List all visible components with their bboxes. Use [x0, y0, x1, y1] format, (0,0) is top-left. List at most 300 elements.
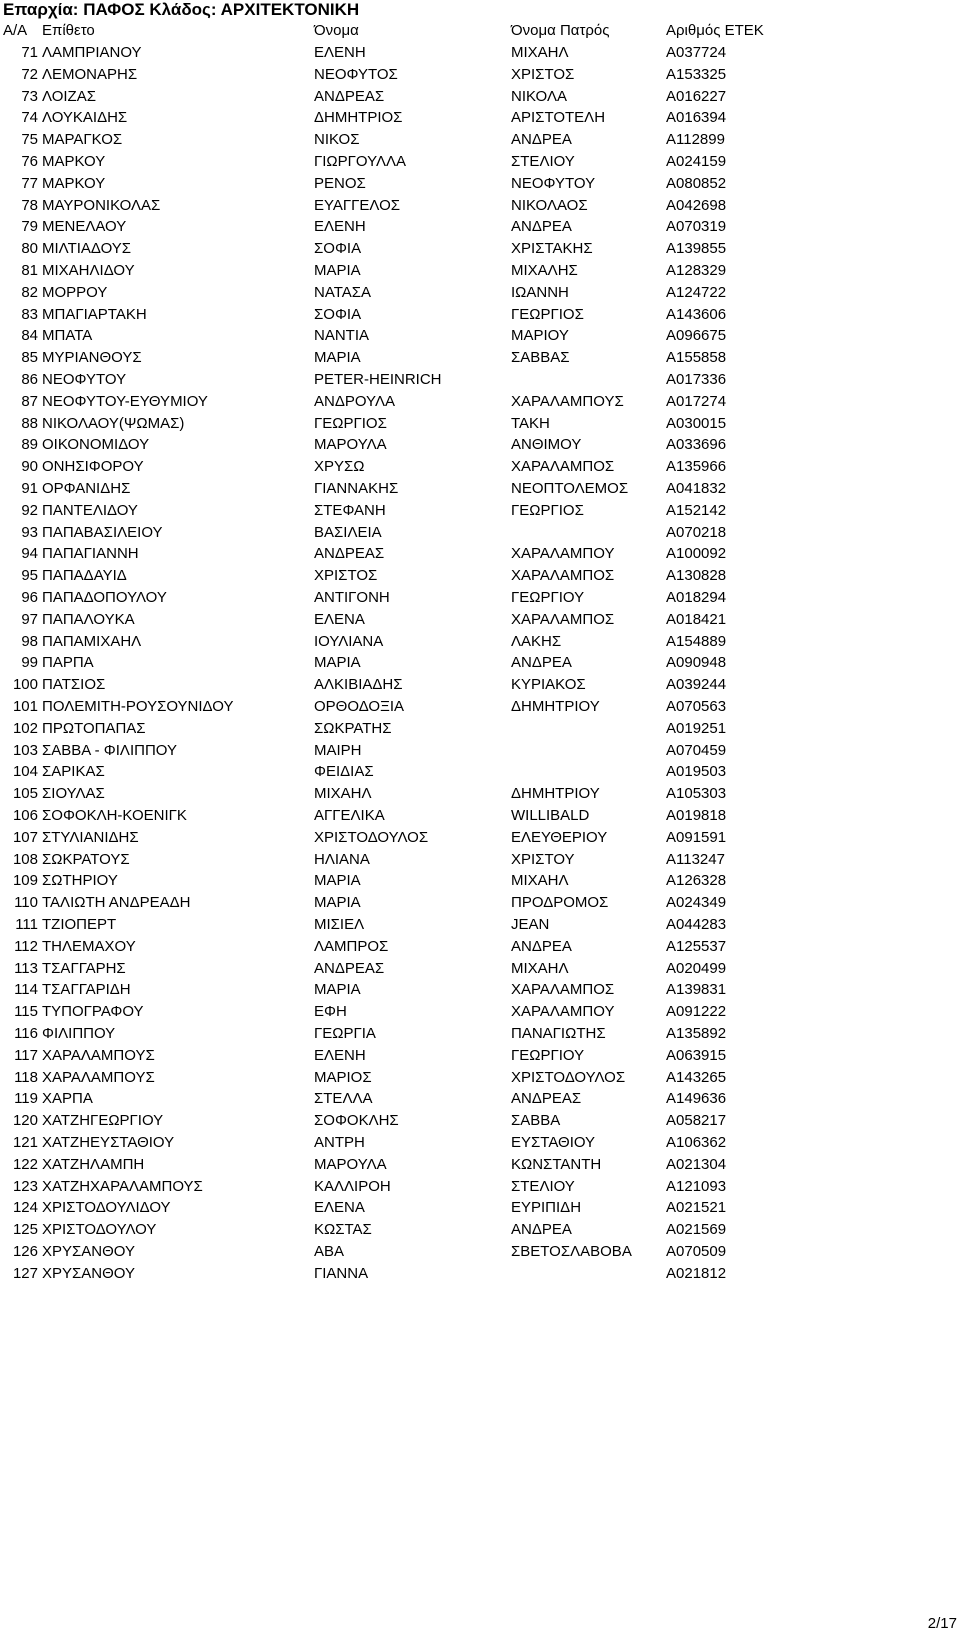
row-etek-number: Α018421 — [666, 610, 727, 628]
row-father-name: ΓΕΩΡΓΙΟΥ — [511, 589, 585, 606]
row-name: ΟΡΘΟΔΟΞΙΑ — [314, 698, 404, 715]
table-row — [0, 870, 960, 892]
row-father-name: ΚΩΝΣΤΑΝΤΗ — [511, 1155, 602, 1173]
row-etek-number: Α024349 — [666, 894, 727, 912]
row-surname: ΠΑΠΑΔΑΥΙΔ — [42, 567, 127, 585]
row-father-name: ΧΑΡΑΛΑΜΠΟΥ — [511, 1003, 615, 1021]
row-number: 78 — [21, 196, 38, 214]
row-surname: ΜΕΝΕΛΑΟΥ — [42, 218, 127, 236]
row-name: ΜΑΡΟΥΛΑ — [314, 1155, 387, 1173]
row-number: 101 — [12, 698, 38, 715]
row-name: ΜΑΡΙΑ — [314, 262, 361, 279]
row-father-name: ΣΒΕΤΟΣΛΑΒΟΒΑ — [511, 1243, 632, 1260]
table-row — [0, 674, 960, 696]
row-surname: ΣΤΥΛΙΑΝΙΔΗΣ — [42, 828, 139, 846]
row-name: ΣΩΚΡΑΤΗΣ — [314, 719, 392, 737]
row-etek-number: Α152142 — [666, 501, 727, 519]
table-row — [0, 369, 960, 391]
row-number: 98 — [21, 632, 38, 650]
row-etek-number: Α017274 — [666, 392, 727, 410]
table-row — [0, 195, 960, 217]
table-row — [0, 1110, 960, 1132]
row-etek-number: Α021521 — [666, 1199, 727, 1217]
row-etek-number: Α058217 — [666, 1112, 727, 1130]
row-etek-number: Α155858 — [666, 349, 727, 367]
row-number: 71 — [21, 44, 38, 61]
row-number: 95 — [21, 567, 38, 585]
row-number: 74 — [21, 109, 38, 127]
table-row — [0, 1067, 960, 1089]
row-surname: ΛΑΜΠΡΙΑΝΟΥ — [42, 44, 142, 61]
table-row — [0, 652, 960, 674]
row-number: 122 — [12, 1155, 38, 1173]
table-row — [0, 1176, 960, 1198]
row-number: 96 — [21, 589, 38, 606]
row-name: ΣΤΕΛΛΑ — [314, 1090, 373, 1108]
row-surname: ΧΡΙΣΤΟΔΟΥΛΟΥ — [42, 1221, 157, 1239]
row-surname: ΣΟΦΟΚΛΗ-ΚΟΕΝΙΓΚ — [42, 807, 187, 824]
row-name: ΑΝΔΡΕΑΣ — [314, 87, 385, 105]
row-surname: ΤΥΠΟΓΡΑΦΟΥ — [42, 1003, 144, 1021]
table-row — [0, 587, 960, 609]
row-etek-number: Α096675 — [666, 327, 727, 345]
row-number: 118 — [14, 1068, 38, 1086]
row-number: 110 — [14, 894, 38, 912]
row-father-name: ΚΥΡΙΑΚΟΣ — [511, 676, 586, 694]
table-row — [0, 1219, 960, 1241]
row-number: 127 — [12, 1264, 38, 1282]
row-number: 89 — [21, 436, 38, 454]
row-etek-number: Α020499 — [666, 959, 727, 977]
row-number: 102 — [12, 719, 38, 737]
row-etek-number: Α113247 — [666, 850, 725, 868]
table-row — [0, 478, 960, 500]
row-etek-number: Α041832 — [666, 480, 727, 497]
row-name: ΕΦΗ — [314, 1003, 347, 1021]
row-etek-number: Α033696 — [666, 436, 727, 454]
table-row — [0, 1088, 960, 1110]
row-father-name: ΜΙΧΑΛΗΣ — [511, 262, 578, 279]
row-father-name: ΓΕΩΡΓΙΟΣ — [511, 501, 584, 519]
row-number: 103 — [12, 741, 38, 759]
table-row — [0, 434, 960, 456]
row-surname: ΠΑΤΣΙΟΣ — [42, 676, 106, 694]
row-father-name: ΧΑΡΑΛΑΜΠΟΣ — [511, 567, 615, 585]
row-name: ΕΛΕΝΑ — [314, 610, 365, 628]
row-etek-number: Α143606 — [666, 305, 727, 323]
row-number: 87 — [21, 392, 38, 410]
page-title: Επαρχία: ΠΑΦΟΣ Κλάδος: ΑΡΧΙΤΕΚΤΟΝΙΚΗ — [3, 0, 360, 19]
row-surname: ΣΙΟΥΛΑΣ — [42, 785, 105, 803]
row-number: 114 — [14, 981, 38, 999]
row-name: ΚΑΛΛΙΡΟΗ — [314, 1177, 391, 1195]
row-number: 100 — [12, 676, 38, 694]
table-row — [0, 1001, 960, 1023]
row-father-name: ΠΡΟΔΡΟΜΟΣ — [511, 894, 609, 912]
row-surname: ΧΑΡΑΛΑΜΠΟΥΣ — [42, 1068, 155, 1086]
row-father-name: ΣΑΒΒΑΣ — [511, 349, 570, 367]
row-surname: ΧΡΥΣΑΝΘΟΥ — [42, 1243, 135, 1260]
row-etek-number: Α018294 — [666, 589, 727, 606]
row-father-name: ΧΡΙΣΤΑΚΗΣ — [511, 240, 593, 258]
row-surname: ΧΑΡΠΑ — [42, 1090, 93, 1108]
row-name: ΣΟΦΙΑ — [314, 305, 362, 323]
row-surname: ΟΙΚΟΝΟΜΙΔΟΥ — [42, 436, 150, 454]
row-surname: ΠΡΩΤΟΠΑΠΑΣ — [42, 719, 146, 737]
table-row — [0, 609, 960, 631]
row-number: 79 — [21, 218, 38, 236]
row-name: ΓΙΑΝΝΑ — [314, 1264, 369, 1282]
row-name: ΡΕΝΟΣ — [314, 174, 366, 192]
row-etek-number: Α154889 — [666, 632, 727, 650]
row-number: 73 — [21, 87, 38, 105]
row-number: 84 — [21, 327, 38, 345]
table-row — [0, 936, 960, 958]
row-name: ΝΑΤΑΣΑ — [314, 283, 372, 301]
header-etek-number: Αριθμός ΕΤΕΚ — [666, 22, 764, 39]
row-name: ΑΝΤΙΓΟΝΗ — [314, 589, 390, 606]
row-etek-number: Α135966 — [666, 458, 727, 476]
row-surname: ΠΟΛΕΜΙΤΗ-ΡΟΥΣΟΥΝΙΔΟΥ — [42, 698, 234, 715]
row-surname: ΜΠΑΤΑ — [42, 327, 93, 345]
row-etek-number: Α019503 — [666, 763, 727, 781]
row-father-name: ΑΝΔΡΕΑ — [511, 131, 572, 149]
row-etek-number: Α037724 — [666, 44, 727, 61]
row-number: 76 — [21, 153, 38, 170]
table-header — [0, 20, 960, 42]
row-etek-number: Α070459 — [666, 741, 727, 759]
row-father-name: ΜΙΧΑΗΛ — [511, 44, 569, 61]
row-name: ΙΟΥΛΙΑΝΑ — [314, 632, 384, 650]
table-row — [0, 1045, 960, 1067]
row-number: 111 — [15, 916, 38, 933]
table-row — [0, 827, 960, 849]
row-name: ΗΛΙΑΝΑ — [314, 850, 370, 868]
row-surname: ΣΑΒΒΑ - ΦΙΛΙΠΠΟΥ — [42, 741, 177, 759]
row-name: ΜΑΡΙΑ — [314, 894, 361, 912]
table-row — [0, 565, 960, 587]
row-surname: ΤΣΑΓΓΑΡΙΔΗ — [42, 981, 131, 999]
table-row — [0, 696, 960, 718]
table-row — [0, 761, 960, 783]
row-number: 94 — [21, 545, 38, 563]
row-name: ΜΙΧΑΗΛ — [314, 785, 372, 803]
row-number: 119 — [14, 1090, 38, 1108]
row-etek-number: Α090948 — [666, 654, 727, 672]
row-surname: ΝΕΟΦΥΤΟΥ — [42, 371, 127, 388]
table-row — [0, 282, 960, 304]
row-number: 104 — [12, 763, 38, 781]
row-surname: ΠΑΠΑΔΟΠΟΥΛΟΥ — [42, 589, 167, 606]
row-surname: ΤΣΑΓΓΑΡΗΣ — [42, 959, 126, 977]
row-surname: ΜΙΧΑΗΛΙΔΟΥ — [42, 262, 135, 279]
row-etek-number: Α130828 — [666, 567, 727, 585]
table-row — [0, 958, 960, 980]
table-row — [0, 173, 960, 195]
table-row — [0, 129, 960, 151]
row-father-name: ΑΡΙΣΤΟΤΕΛΗ — [511, 109, 606, 127]
row-name: ΓΙΑΝΝΑΚΗΣ — [314, 480, 399, 497]
row-etek-number: Α106362 — [666, 1134, 727, 1151]
row-father-name: ΧΑΡΑΛΑΜΠΟΥ — [511, 545, 615, 563]
table-row — [0, 849, 960, 871]
row-father-name: ΑΝΔΡΕΑ — [511, 1221, 572, 1239]
row-etek-number: Α044283 — [666, 916, 727, 933]
row-number: 80 — [21, 240, 38, 258]
row-surname: ΠΑΝΤΕΛΙΔΟΥ — [42, 501, 138, 519]
row-etek-number: Α019251 — [666, 719, 727, 737]
row-surname: ΠΑΠΑΛΟΥΚΑ — [42, 610, 135, 628]
row-surname: ΠΑΠΑΓΙΑΝΝΗ — [42, 545, 139, 563]
row-father-name: ΕΛΕΥΘΕΡΙΟΥ — [511, 828, 608, 846]
table-row — [0, 1197, 960, 1219]
row-name: ΓΙΩΡΓΟΥΛΛΑ — [314, 153, 407, 170]
row-father-name: ΝΕΟΠΤΟΛΕΜΟΣ — [511, 480, 629, 497]
table-row — [0, 304, 960, 326]
row-father-name: ΣΤΕΛΙΟΥ — [511, 1177, 575, 1195]
table-row — [0, 740, 960, 762]
row-surname: ΟΡΦΑΝΙΔΗΣ — [42, 480, 131, 497]
row-etek-number: Α135892 — [666, 1025, 727, 1042]
row-surname: ΣΩΤΗΡΙΟΥ — [42, 872, 118, 890]
row-father-name: ΧΑΡΑΛΑΜΠΟΣ — [511, 610, 615, 628]
table-row — [0, 1154, 960, 1176]
row-name: ΓΕΩΡΓΙΑ — [314, 1025, 376, 1042]
row-name: ΕΛΕΝΗ — [314, 1046, 366, 1064]
header-aa: Α/Α — [3, 22, 28, 39]
row-name: ΜΑΡΙΑ — [314, 872, 361, 890]
row-etek-number: Α080852 — [666, 174, 727, 192]
row-surname: ΟΝΗΣΙΦΟΡΟΥ — [42, 458, 144, 476]
row-surname: ΛΟΙΖΑΣ — [42, 87, 96, 105]
row-etek-number: Α112899 — [666, 131, 725, 149]
row-number: 86 — [21, 371, 38, 388]
row-father-name: ΝΙΚΟΛΑΟΣ — [511, 196, 588, 214]
row-etek-number: Α070563 — [666, 698, 727, 715]
row-etek-number: Α124722 — [666, 283, 727, 301]
row-name: PETER-HEINRICH — [314, 371, 442, 388]
table-row — [0, 522, 960, 544]
table-row — [0, 718, 960, 740]
row-etek-number: Α121093 — [666, 1177, 727, 1195]
row-etek-number: Α019818 — [666, 807, 727, 824]
row-surname: ΜΑΥΡΟΝΙΚΟΛΑΣ — [42, 196, 161, 214]
row-name: ΧΡΙΣΤΟΣ — [314, 567, 378, 585]
row-etek-number: Α143265 — [666, 1068, 727, 1086]
row-number: 120 — [12, 1112, 38, 1130]
row-surname: ΤΗΛΕΜΑΧΟΥ — [42, 937, 136, 955]
row-father-name: ΛΑΚΗΣ — [511, 632, 562, 650]
row-surname: ΣΩΚΡΑΤΟΥΣ — [42, 850, 130, 868]
row-number: 77 — [21, 174, 38, 192]
row-name: ΕΛΕΝΗ — [314, 44, 366, 61]
table-row — [0, 543, 960, 565]
row-number: 81 — [21, 262, 38, 279]
row-father-name: ΕΥΣΤΑΘΙΟΥ — [511, 1134, 596, 1151]
table-row — [0, 216, 960, 238]
row-name: ΜΑΡΙΑ — [314, 654, 361, 672]
row-name: ΑΛΚΙΒΙΑΔΗΣ — [314, 676, 403, 694]
row-etek-number: Α105303 — [666, 785, 727, 803]
table-row — [0, 979, 960, 1001]
table-row — [0, 500, 960, 522]
row-name: ΧΡΥΣΩ — [314, 458, 365, 476]
row-name: ΓΕΩΡΓΙΟΣ — [314, 414, 387, 432]
row-surname: ΜΠΑΓΙΑΡΤΑΚΗ — [42, 305, 147, 323]
table-row — [0, 238, 960, 260]
row-father-name: ΠΑΝΑΓΙΩΤΗΣ — [511, 1025, 606, 1042]
row-father-name: ΓΕΩΡΓΙΟΣ — [511, 305, 584, 323]
row-surname: ΤΑΛΙΩΤΗ ΑΝΔΡΕΑΔΗ — [42, 894, 191, 912]
table-row — [0, 325, 960, 347]
table-row — [0, 914, 960, 936]
row-surname: ΧΑΤΖΗΧΑΡΑΛΑΜΠΟΥΣ — [42, 1177, 203, 1195]
row-etek-number: Α126328 — [666, 872, 727, 890]
row-number: 108 — [12, 850, 38, 868]
row-etek-number: Α139831 — [666, 981, 727, 999]
row-surname: ΣΑΡΙΚΑΣ — [42, 763, 105, 781]
row-number: 113 — [14, 959, 38, 977]
row-number: 97 — [21, 610, 38, 628]
row-name: ΕΛΕΝΗ — [314, 218, 366, 236]
table-row — [0, 347, 960, 369]
row-name: ΒΑΣΙΛΕΙΑ — [314, 523, 382, 541]
header-father-name: Όνομα Πατρός — [511, 22, 610, 39]
row-number: 90 — [21, 458, 38, 476]
row-etek-number: Α149636 — [666, 1090, 727, 1108]
row-name: ΑΝΔΡΕΑΣ — [314, 959, 385, 977]
row-name: ΑΒΑ — [314, 1243, 345, 1260]
row-father-name: ΧΑΡΑΛΑΜΠΟΣ — [511, 981, 615, 999]
row-surname: ΝΙΚΟΛΑΟΥ(ΨΩΜΑΣ) — [42, 414, 185, 432]
row-surname: ΛΟΥΚΑΙΔΗΣ — [42, 109, 128, 127]
row-surname: ΜΟΡΡΟΥ — [42, 283, 108, 301]
row-father-name: ΑΝΔΡΕΑ — [511, 654, 572, 672]
row-father-name: ΜΙΧΑΗΛ — [511, 959, 569, 977]
row-name: ΑΝΔΡΕΑΣ — [314, 545, 385, 563]
row-number: 121 — [12, 1134, 38, 1151]
row-surname: ΜΥΡΙΑΝΘΟΥΣ — [42, 349, 142, 367]
row-number: 91 — [21, 480, 38, 497]
row-father-name: ΔΗΜΗΤΡΙΟΥ — [511, 785, 600, 803]
row-etek-number: Α070509 — [666, 1243, 727, 1260]
row-father-name: ΝΙΚΟΛΑ — [511, 87, 567, 105]
row-etek-number: Α039244 — [666, 676, 727, 694]
row-number: 109 — [12, 872, 38, 890]
row-surname: ΠΑΡΠΑ — [42, 654, 94, 672]
row-number: 124 — [12, 1199, 38, 1217]
row-name: ΑΓΓΕΛΙΚΑ — [314, 807, 385, 824]
table-row — [0, 391, 960, 413]
table-row — [0, 64, 960, 86]
row-number: 92 — [21, 501, 38, 519]
row-number: 106 — [12, 807, 38, 824]
table-row — [0, 151, 960, 173]
row-surname: ΠΑΠΑΜΙΧΑΗΛ — [42, 632, 142, 650]
row-etek-number: Α063915 — [666, 1046, 727, 1064]
row-etek-number: Α030015 — [666, 414, 727, 432]
row-name: ΕΥΑΓΓΕΛΟΣ — [314, 196, 401, 214]
row-etek-number: Α091591 — [666, 828, 727, 846]
row-number: 117 — [14, 1046, 38, 1064]
row-etek-number: Α021569 — [666, 1221, 727, 1239]
row-etek-number: Α024159 — [666, 153, 727, 170]
row-number: 83 — [21, 305, 38, 323]
row-surname: ΤΖΙΟΠΕΡΤ — [42, 916, 117, 933]
row-name: ΜΑΡΙΑ — [314, 349, 361, 367]
table-row — [0, 107, 960, 129]
row-etek-number: Α091222 — [666, 1003, 727, 1021]
row-number: 123 — [12, 1177, 38, 1195]
row-father-name: ΧΑΡΑΛΑΜΠΟΥΣ — [511, 392, 624, 410]
row-name: ΚΩΣΤΑΣ — [314, 1221, 372, 1239]
row-number: 116 — [14, 1025, 38, 1042]
row-number: 85 — [21, 349, 38, 367]
row-surname: ΜΑΡΑΓΚΟΣ — [42, 131, 123, 149]
row-number: 72 — [21, 65, 38, 83]
table-row — [0, 783, 960, 805]
page-number: 2/17 — [927, 1615, 957, 1632]
row-father-name: ΔΗΜΗΤΡΙΟΥ — [511, 698, 600, 715]
row-name: ΜΙΣΙΕΛ — [314, 916, 365, 933]
row-number: 112 — [14, 937, 38, 955]
row-etek-number: Α021812 — [666, 1264, 727, 1282]
row-father-name: ΤΑΚΗ — [511, 414, 550, 432]
row-etek-number: Α017336 — [666, 371, 727, 388]
row-father-name: ΣΤΕΛΙΟΥ — [511, 153, 575, 170]
row-etek-number: Α100092 — [666, 545, 727, 563]
row-father-name: ΜΑΡΙΟΥ — [511, 327, 569, 345]
row-number: 88 — [21, 414, 38, 432]
row-etek-number: Α070319 — [666, 218, 727, 236]
table-row — [0, 86, 960, 108]
row-surname: ΠΑΠΑΒΑΣΙΛΕΙΟΥ — [42, 523, 163, 541]
row-father-name: ΣΑΒΒΑ — [511, 1112, 561, 1130]
row-father-name: ΝΕΟΦΥΤΟΥ — [511, 174, 596, 192]
row-surname: ΧΡΥΣΑΝΘΟΥ — [42, 1264, 135, 1282]
row-name: ΜΑΡΙΟΣ — [314, 1068, 372, 1086]
row-name: ΜΑΡΙΑ — [314, 981, 361, 999]
row-name: ΣΤΕΦΑΝΗ — [314, 501, 386, 519]
row-number: 107 — [12, 828, 38, 846]
header-surname: Επίθετο — [42, 22, 95, 39]
row-number: 105 — [12, 785, 38, 803]
row-father-name: ΧΡΙΣΤΟΣ — [511, 65, 575, 83]
row-name: ΜΑΙΡΗ — [314, 741, 362, 759]
row-name: ΝΑΝΤΙΑ — [314, 327, 370, 345]
row-father-name: WILLIBALD — [511, 807, 590, 824]
row-number: 125 — [12, 1221, 38, 1239]
row-father-name: ΕΥΡΙΠΙΔΗ — [511, 1199, 582, 1217]
row-name: ΣΟΦΟΚΛΗΣ — [314, 1112, 399, 1130]
row-name: ΑΝΤΡΗ — [314, 1134, 365, 1151]
row-father-name: ΧΑΡΑΛΑΜΠΟΣ — [511, 458, 615, 476]
table-row — [0, 1023, 960, 1045]
row-surname: ΧΑΤΖΗΕΥΣΤΑΘΙΟΥ — [42, 1134, 175, 1151]
table-row — [0, 413, 960, 435]
row-number: 126 — [12, 1243, 38, 1260]
row-name: ΛΑΜΠΡΟΣ — [314, 937, 389, 955]
row-name: ΝΙΚΟΣ — [314, 131, 360, 149]
row-etek-number: Α021304 — [666, 1155, 727, 1173]
row-father-name: ΙΩΑΝΝΗ — [511, 283, 569, 301]
row-father-name: ΓΕΩΡΓΙΟΥ — [511, 1046, 585, 1064]
table-row — [0, 1241, 960, 1263]
row-number: 115 — [14, 1003, 38, 1021]
row-surname: ΛΕΜΟΝΑΡΗΣ — [42, 65, 138, 83]
row-father-name: ΑΝΔΡΕΑΣ — [511, 1090, 582, 1108]
row-number: 82 — [21, 283, 38, 301]
